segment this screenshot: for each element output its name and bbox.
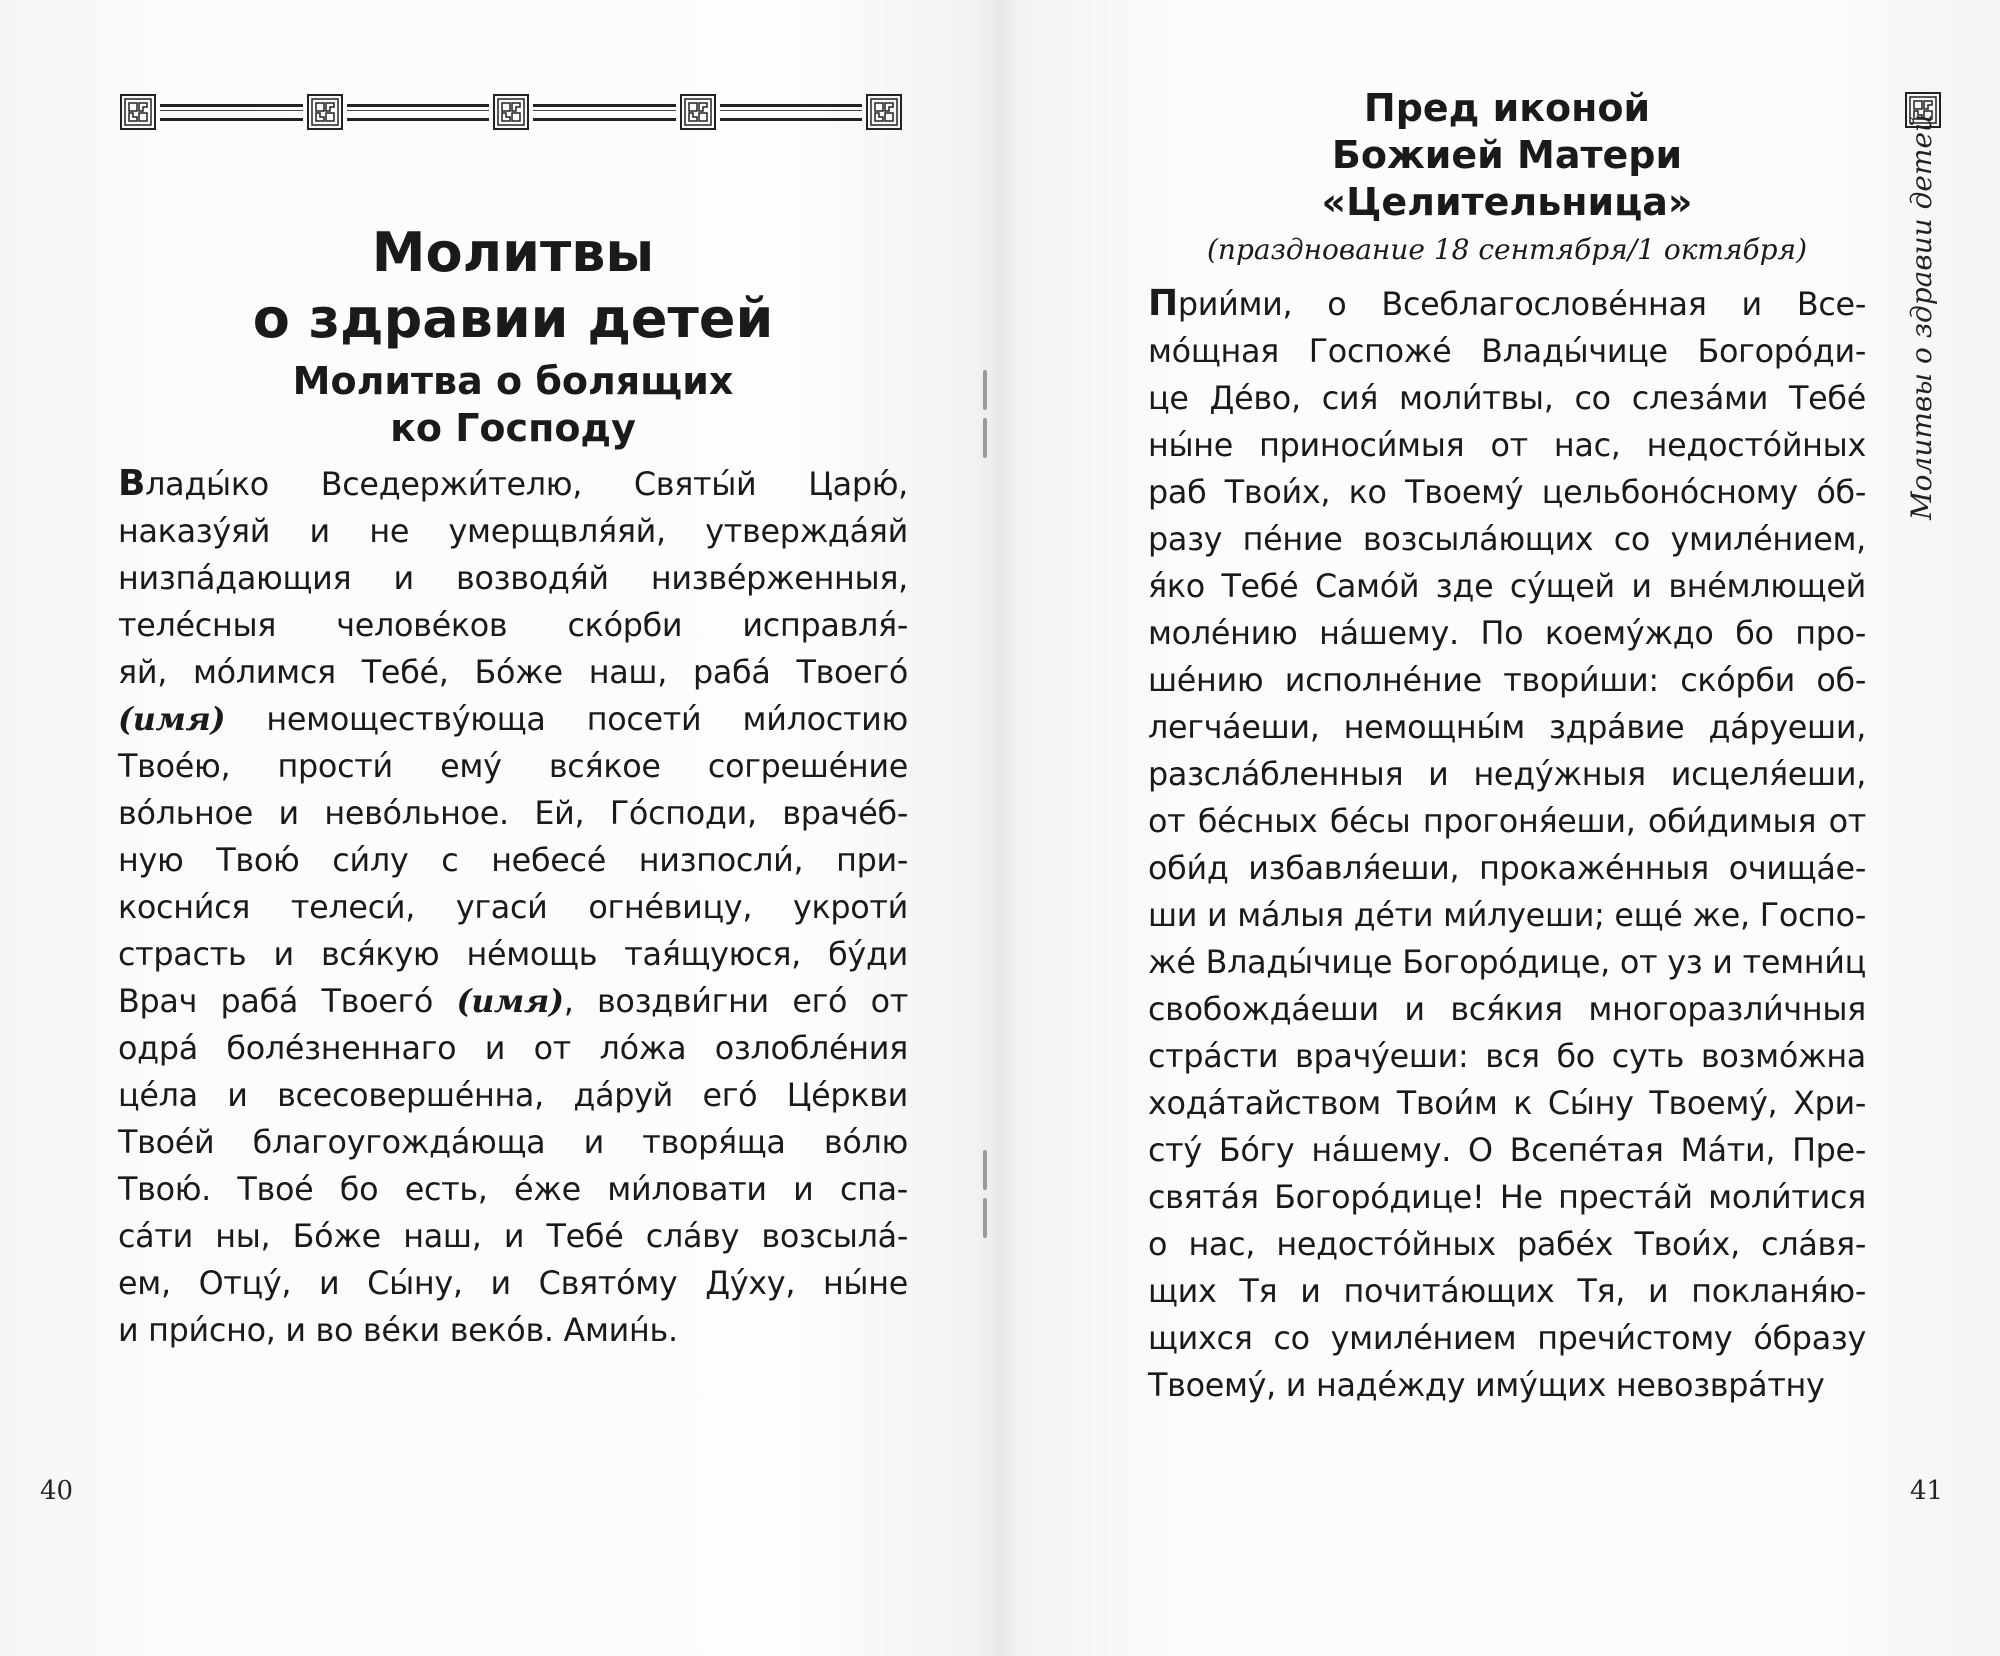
left-page [118,220,908,1354]
text-line: сту́ Бо́гу на́шему. О Всепе́тая Ма́ти, Пре- [1148,1132,1866,1169]
text-line: оби́д избавля́еши, прокаже́нныя очища́е- [1148,850,1866,887]
text-line: це́ла и всесоверше́нна, да́руй его́ Це́ркви [118,1077,908,1114]
text-line: ем, Отцу́, и Сы́ну, и Свято́му Ду́ху, ны́не [118,1265,908,1302]
icon-prayer-heading [1148,85,1866,226]
text-line: страсть и вся́кую не́мощь тая́щуюся, бу́ди [118,936,908,973]
text-line: (имя) немоществу́юща посети́ ми́лостию [118,701,908,738]
prayer-text [118,460,908,1354]
icon-prayer-text [1148,280,1866,1409]
text-line: же́ Влады́чице Богоро́дице, от уз и темни́ц [1148,944,1866,981]
text-line: стра́сти врачу́еши: вся бо суть возмо́жна [1148,1038,1866,1075]
text-line: легча́еши, немощны́м здра́вие да́руеши, [1148,709,1866,746]
page-number-right: 41 [1910,1476,1944,1506]
text-line: наказу́яй и не умерщвля́яй, утвержда́яй [118,513,908,550]
feast-date: (празднование 18 сентября/1 октября) [1207,233,1807,266]
staple-icon [980,370,990,460]
icon-prayer-heading-line: Пред иконой [1363,86,1651,130]
text-line: от бе́сных бе́сы прогоня́еши, оби́димыя от [1148,803,1866,840]
text-line: я́ко Тебе́ Само́й зде су́щей и вне́млющей [1148,568,1866,605]
text-line: во́льное и нево́льное. Ей, Го́споди, враче́б- [118,795,908,832]
ornament-rule [160,104,303,121]
knot-ornament-icon [866,94,902,130]
icon-prayer-heading-line: Божией Матери [1331,133,1683,177]
chapter-title-line: Молитвы [371,221,655,284]
text-line: о нас, недосто́йных рабе́х Твои́х, сла́вя- [1148,1226,1866,1263]
text-line: разсла́бленныя и неду́жныя исцеля́еши, [1148,756,1866,793]
header-ornament [120,92,902,132]
text-line: Твоему́, и наде́жду иму́щих невозвра́тну [1148,1367,1825,1404]
ornament-rule [347,104,490,121]
text-line: теле́сныя челове́ков ско́рби исправля́- [118,607,908,644]
knot-ornament-icon [307,94,343,130]
icon-prayer-heading-line: «Целительница» [1321,180,1693,224]
knot-ornament-icon [493,94,529,130]
text-line: са́ти ны, Бо́же наш, и Тебе́ сла́ву возсыла́- [118,1218,908,1255]
text-line: Твою́. Твое́ бо есть, е́же ми́ловати и спа- [118,1171,908,1208]
text-line: моле́нию на́шему. По коему́ждо бо про- [1148,615,1866,652]
text-line: Прии́ми, о Всеблагослове́нная и Все- [1148,283,1866,324]
knot-ornament-icon [120,94,156,130]
text-line: це Де́во, сия́ моли́твы, со слеза́ми Тебе́ [1148,380,1866,417]
chapter-title [118,220,908,352]
text-line: Врач раба́ Твоего́ (имя), воздви́гни его́ от [118,983,908,1020]
text-line: разу пе́ние возсыла́ющих со умиле́нием, [1148,521,1866,558]
chapter-title-line: о здравии детей [252,287,774,350]
text-line: Твое́ю, прости́ ему́ вся́кое согреше́ние [118,748,908,785]
text-line: косни́ся телеси́, угаси́ огне́вицу, укроти́ [118,889,908,926]
right-page [1148,85,1866,1409]
prayer-heading [118,358,908,452]
text-line: одра́ боле́зненнаго и от ло́жа озлобле́ния [118,1030,908,1067]
text-line: Твое́й благоугожда́юща и творя́ща во́лю [118,1124,908,1161]
text-line: свята́я Богоро́дице! Не преста́й моли́тися [1148,1179,1866,1216]
text-line: хода́тайством Твои́м к Сы́ну Твоему́, Хри- [1148,1085,1866,1122]
prayer-heading-line: ко Господу [390,406,636,450]
ornament-rule [720,104,863,121]
text-line: ше́нию исполне́ние твори́ши: ско́рби об- [1148,662,1866,699]
page-number-left: 40 [40,1476,74,1506]
staple-icon [980,1150,990,1240]
text-line: свобожда́еши и вся́кия многоразли́чныя [1148,991,1866,1028]
text-line: ши и ма́лыя де́ти ми́луеши; еще́ же, Госпо- [1148,897,1866,934]
text-line: ную Твою́ си́лу с небесе́ низпосли́, при- [118,842,908,879]
text-line: Влады́ко Вседержи́телю, Святы́й Царю́, [118,463,908,504]
text-line: и при́сно, и во ве́ки веко́в. Амин́ь. [118,1312,678,1349]
ornament-rule [533,104,676,121]
prayer-heading-line: Молитва о болящих [292,359,734,403]
running-head: Молитвы о здравии детей [1905,113,1938,520]
text-line: яй, мо́лимся Тебе́, Бо́же наш, раба́ Твоего́ [118,654,908,691]
text-line: раб Твои́х, ко Твоему́ цельбоно́сному о́б- [1148,474,1866,511]
text-line: ны́не приноси́мыя от нас, недосто́йных [1148,427,1866,464]
text-line: низпа́дающия и возводя́й низве́рженныя, [118,560,908,597]
text-line: мо́щная Госпоже́ Влады́чице Богоро́ди- [1148,333,1866,370]
knot-ornament-icon [680,94,716,130]
text-line: щихся со умиле́нием пречи́стому о́бразу [1148,1320,1866,1357]
text-line: щих Тя и почита́ющих Тя, и покланя́ю- [1148,1273,1866,1310]
